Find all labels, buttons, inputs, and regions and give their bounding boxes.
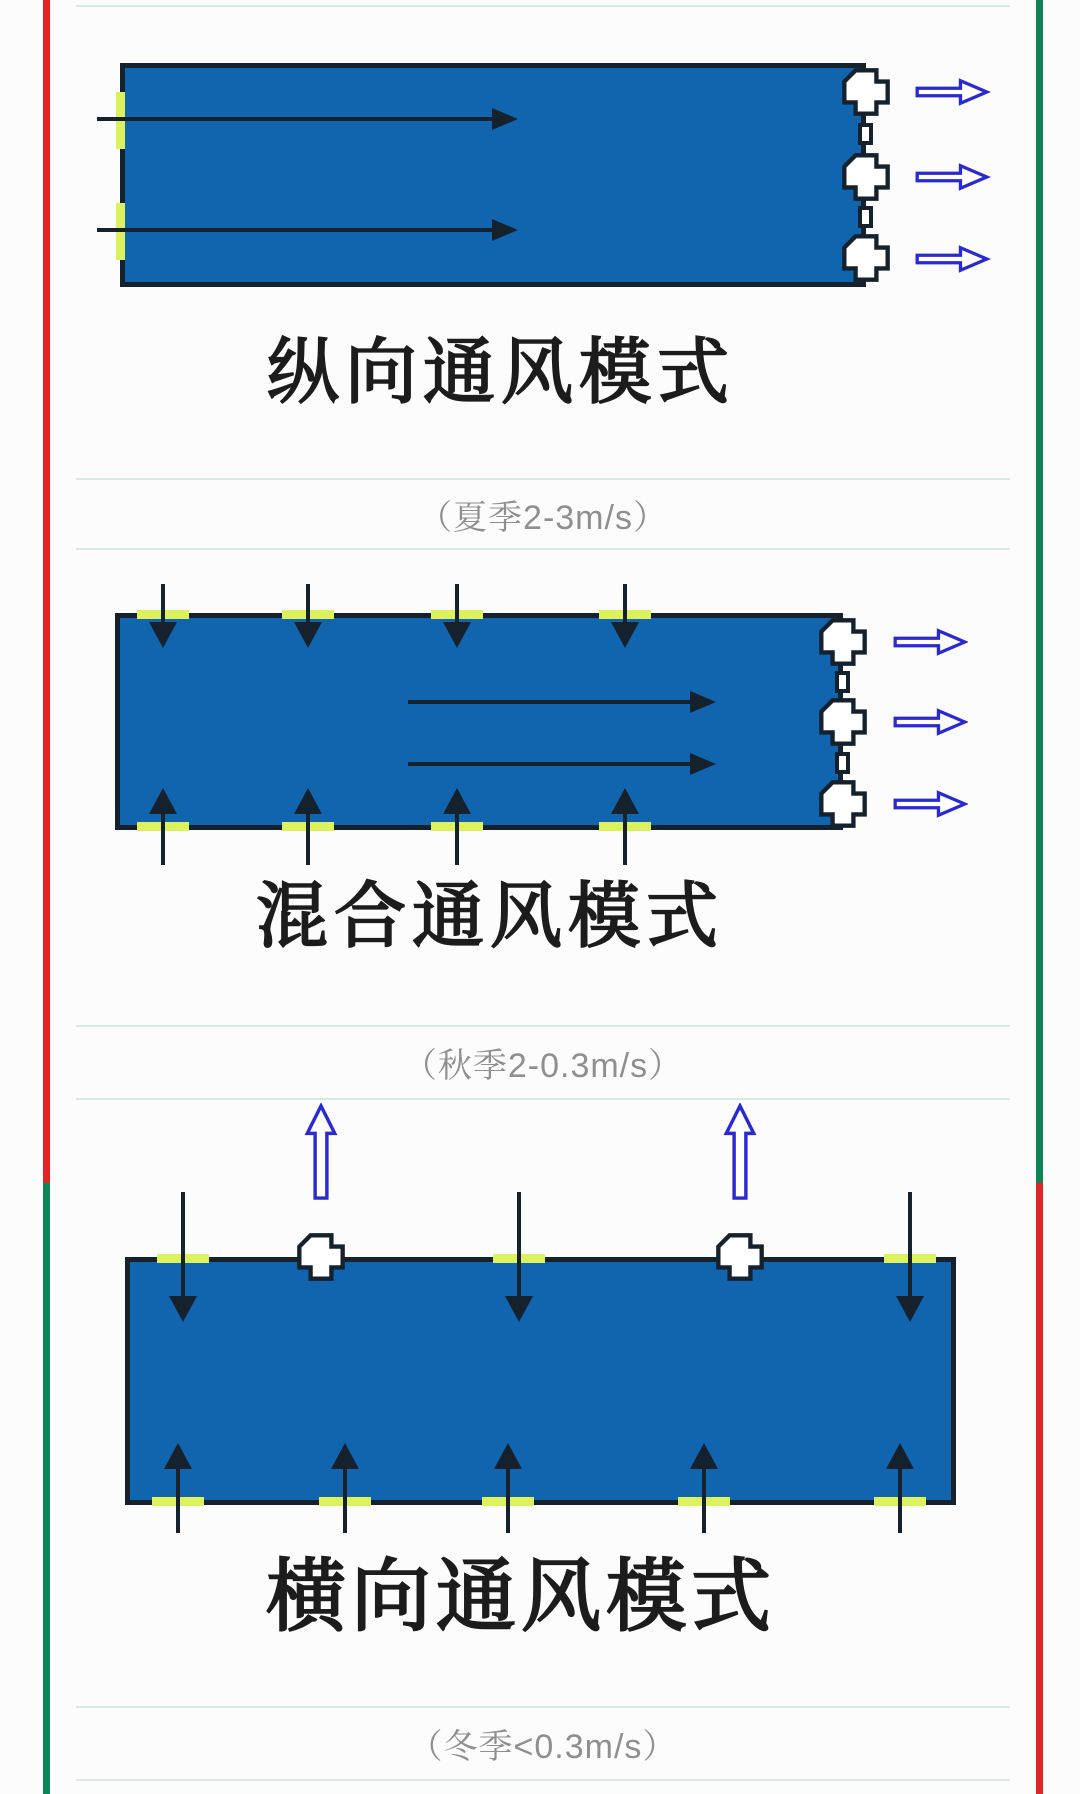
exhaust-fan-icon bbox=[840, 66, 892, 118]
inlet-arrow-up-icon bbox=[690, 1443, 718, 1533]
barn-mixed bbox=[115, 613, 843, 830]
inlet-arrow-up-icon bbox=[886, 1443, 914, 1533]
exhaust-fan-icon bbox=[840, 151, 892, 203]
inlet-arrow-up-icon bbox=[494, 1443, 522, 1533]
barn-transverse bbox=[125, 1257, 956, 1505]
caption-band bbox=[76, 1025, 1010, 1100]
exhaust-fan-icon bbox=[817, 778, 869, 830]
inlet-arrow-down-icon bbox=[443, 584, 471, 648]
airflow-arrow-right-icon bbox=[408, 691, 716, 713]
top-separator-line bbox=[76, 5, 1010, 7]
exhaust-fan-icon bbox=[817, 616, 869, 668]
exhaust-air-arrow-icon bbox=[913, 243, 991, 275]
inlet-arrow-up-icon bbox=[611, 788, 639, 865]
airflow-arrow-right-icon bbox=[408, 753, 716, 775]
inlet-arrow-down-icon bbox=[169, 1192, 197, 1322]
inlet-arrow-up-icon bbox=[149, 788, 177, 865]
fan-link-tab bbox=[858, 206, 873, 228]
airflow-arrow-right-icon bbox=[97, 219, 518, 241]
section-title-mixed: 混合通风模式 bbox=[255, 877, 725, 957]
left-edge-bar-red bbox=[43, 0, 50, 1183]
barn-longitudinal bbox=[120, 63, 866, 287]
inlet-arrow-up-icon bbox=[443, 788, 471, 865]
section-title-longitudinal: 纵向通风模式 bbox=[266, 333, 736, 413]
season-caption-longitudinal: （夏季2-3m/s） bbox=[418, 498, 668, 537]
inlet-arrow-down-icon bbox=[149, 584, 177, 648]
exhaust-air-arrow-icon bbox=[892, 626, 968, 658]
inlet-arrow-down-icon bbox=[294, 584, 322, 648]
fan-link-tab bbox=[858, 123, 873, 145]
exhaust-air-arrow-icon bbox=[913, 76, 991, 108]
airflow-arrow-right-icon bbox=[97, 108, 518, 130]
inlet-arrow-down-icon bbox=[505, 1192, 533, 1322]
roof-exhaust-arrow-up-icon bbox=[304, 1103, 338, 1201]
exhaust-air-arrow-icon bbox=[892, 788, 968, 820]
inlet-arrow-down-icon bbox=[896, 1192, 924, 1322]
caption-band bbox=[76, 1706, 1010, 1781]
fan-link-tab bbox=[835, 752, 850, 774]
caption-band bbox=[76, 478, 1010, 550]
left-edge-bar-green bbox=[43, 1183, 50, 1794]
inlet-arrow-up-icon bbox=[164, 1443, 192, 1533]
roof-fan-icon bbox=[295, 1231, 347, 1283]
season-caption-transverse: （冬季<0.3m/s） bbox=[408, 1728, 678, 1766]
fan-link-tab bbox=[835, 671, 850, 693]
exhaust-fan-icon bbox=[817, 696, 869, 748]
exhaust-fan-icon bbox=[840, 232, 892, 284]
roof-exhaust-arrow-up-icon bbox=[723, 1103, 757, 1201]
season-caption-mixed: （秋季2-0.3m/s） bbox=[402, 1047, 684, 1085]
inlet-arrow-up-icon bbox=[294, 788, 322, 865]
roof-fan-icon bbox=[714, 1231, 766, 1283]
exhaust-air-arrow-icon bbox=[892, 706, 968, 738]
inlet-arrow-up-icon bbox=[331, 1443, 359, 1533]
exhaust-air-arrow-icon bbox=[913, 161, 991, 193]
right-edge-bar-green bbox=[1036, 0, 1043, 1183]
section-title-transverse: 横向通风模式 bbox=[266, 1554, 776, 1642]
right-edge-bar-red bbox=[1036, 1183, 1043, 1794]
inlet-arrow-down-icon bbox=[611, 584, 639, 648]
